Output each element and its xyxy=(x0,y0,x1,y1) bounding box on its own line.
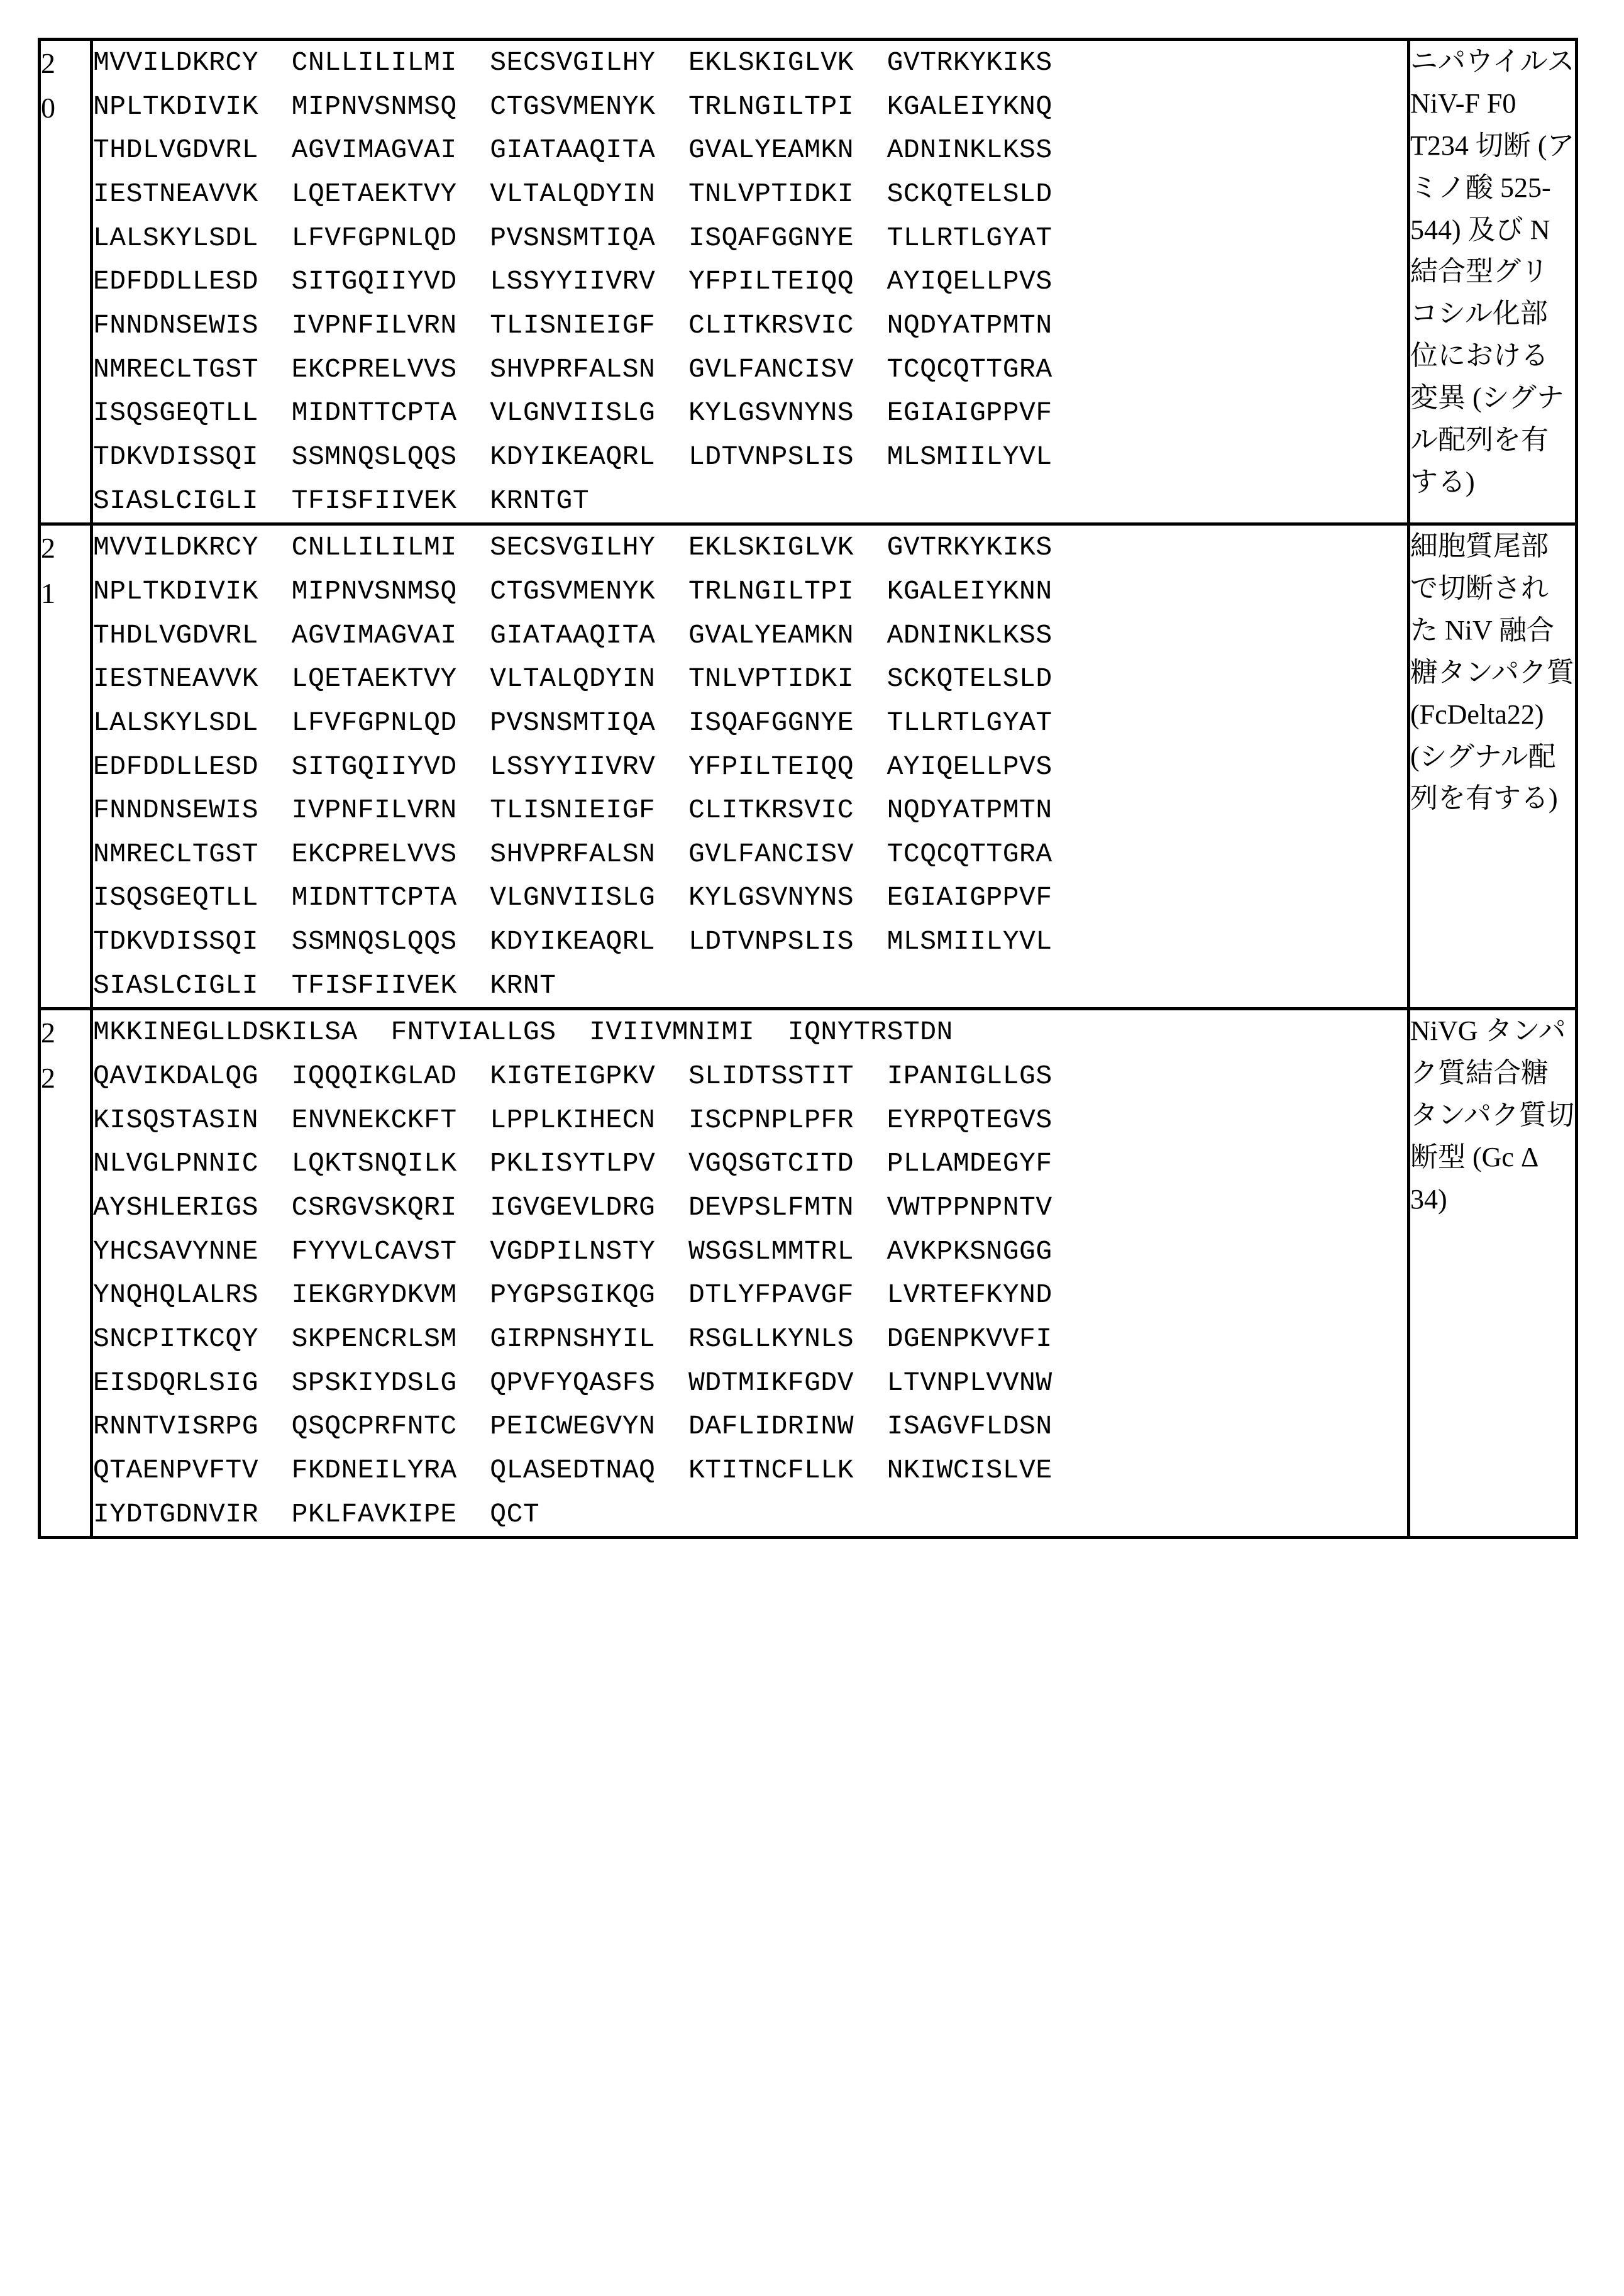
row-number-cell xyxy=(40,1009,92,1538)
row-number-digit: 2 xyxy=(41,1061,55,1094)
sequence-line: LALSKYLSDL LFVFGPNLQD PVSNSMTIQA ISQAFGGNYE TLLRTLGYAT xyxy=(93,707,1052,738)
sequence-line: IYDTGDNVIR PKLFAVKIPE QCT xyxy=(93,1498,540,1530)
sequence-line: FNNDNSEWIS IVPNFILVRN TLISNIEIGF CLITKRSVIC NQDYATPMTN xyxy=(93,795,1052,826)
sequence-line: NPLTKDIVIK MIPNVSNMSQ CTGSVMENYK TRLNGILTPI KGALEIYKNQ xyxy=(93,91,1052,122)
sequence-line: MVVILDKRCY CNLLILILMI SECSVGILHY EKLSKIGLVK GVTRKYKIKS xyxy=(93,47,1052,78)
sequence-cell xyxy=(92,40,1409,524)
description-cell xyxy=(1409,1009,1577,1538)
description-text: ニパウイルス NiV-F F0 T234 切断 (アミノ酸 525-544) 及び N 結合型グリコシル化部位における変異 (シグナル配列を有する) xyxy=(1410,46,1575,497)
sequence-line: NPLTKDIVIK MIPNVSNMSQ CTGSVMENYK TRLNGILTPI KGALEIYKNN xyxy=(93,575,1052,607)
description-cell xyxy=(1409,40,1577,524)
sequence-line: THDLVGDVRL AGVIMAGVAI GIATAAQITA GVALYEAMKN ADNINKLKSS xyxy=(93,619,1052,651)
row-number-digit: 2 xyxy=(41,532,55,565)
sequence-line: TDKVDISSQI SSMNQSLQQS KDYIKEAQRL LDTVNPSLIS MLSMIILYVL xyxy=(93,441,1052,472)
sequence-line: IESTNEAVVK LQETAEKTVY VLTALQDYIN TNLVPTIDKI SCKQTELSLD xyxy=(93,178,1052,209)
sequence-line: KISQSTASIN ENVNEKCKFT LPPLKIHECN ISCPNPLPFR EYRPQTEGVS xyxy=(93,1104,1052,1135)
sequence-line: FNNDNSEWIS IVPNFILVRN TLISNIEIGF CLITKRSVIC NQDYATPMTN xyxy=(93,309,1052,341)
sequence-line: AYSHLERIGS CSRGVSKQRI IGVGEVLDRG DEVPSLFMTN VWTPPNPNTV xyxy=(93,1192,1052,1223)
sequence-line: SIASLCIGLI TFISFIIVEK KRNT xyxy=(93,969,556,1001)
sequence-line: ISQSGEQTLL MIDNTTCPTA VLGNVIISLG KYLGSVNYNS EGIAIGPPVF xyxy=(93,882,1052,913)
sequence-table xyxy=(38,38,1578,1539)
sequence-line: MKKINEGLLDSKILSA FNTVIALLGS IVIIVMNIMI IQNYTRSTDN xyxy=(93,1017,953,1048)
sequence-line: TDKVDISSQI SSMNQSLQQS KDYIKEAQRL LDTVNPSLIS MLSMIILYVL xyxy=(93,926,1052,958)
sequence-line: MVVILDKRCY CNLLILILMI SECSVGILHY EKLSKIGLVK GVTRKYKIKS xyxy=(93,532,1052,563)
row-number-digit: 2 xyxy=(41,1017,55,1049)
sequence-line: YHCSAVYNNE FYYVLCAVST VGDPILNSTY WSGSLMMTRL AVKPKSNGGG xyxy=(93,1235,1052,1267)
row-number-cell xyxy=(40,40,92,524)
sequence-line: YNQHQLALRS IEKGRYDKVM PYGPSGIKQG DTLYFPAVGF LVRTEFKYND xyxy=(93,1279,1052,1311)
table-row xyxy=(40,40,1577,524)
sequence-cell xyxy=(92,1009,1409,1538)
sequence-line: EDFDDLLESD SITGQIIYVD LSSYYIIVRV YFPILTEIQQ AYIQELLPVS xyxy=(93,266,1052,297)
sequence-line: NMRECLTGST EKCPRELVVS SHVPRFALSN GVLFANCISV TCQCQTTGRA xyxy=(93,353,1052,385)
description-text: NiVG タンパク質結合糖タンパク質切断型 (Gc Δ 34) xyxy=(1410,1015,1574,1215)
sequence-table-body xyxy=(40,40,1577,1538)
table-row xyxy=(40,1009,1577,1538)
row-number-cell xyxy=(40,524,92,1009)
sequence-line: RNNTVISRPG QSQCPRFNTC PEICWEGVYN DAFLIDRINW ISAGVFLDSN xyxy=(93,1411,1052,1442)
sequence-line: NLVGLPNNIC LQKTSNQILK PKLISYTLPV VGQSGTCITD PLLAMDEGYF xyxy=(93,1148,1052,1179)
description-text: 細胞質尾部で切断された NiV 融合糖タンパク質 (FcDelta22) (シグナル配列を有する) xyxy=(1410,531,1574,814)
description-cell xyxy=(1409,524,1577,1009)
table-row xyxy=(40,524,1577,1009)
sequence-line: EDFDDLLESD SITGQIIYVD LSSYYIIVRV YFPILTEIQQ AYIQELLPVS xyxy=(93,751,1052,782)
sequence-line: SIASLCIGLI TFISFIIVEK KRNTGT xyxy=(93,485,590,516)
sequence-line: EISDQRLSIG SPSKIYDSLG QPVFYQASFS WDTMIKFGDV LTVNPLVVNW xyxy=(93,1367,1052,1398)
row-number-digit: 2 xyxy=(41,47,55,79)
sequence-line: IESTNEAVVK LQETAEKTVY VLTALQDYIN TNLVPTIDKI SCKQTELSLD xyxy=(93,663,1052,695)
sequence-line: SNCPITKCQY SKPENCRLSM GIRPNSHYIL RSGLLKYNLS DGENPKVVFI xyxy=(93,1323,1052,1355)
sequence-line: LALSKYLSDL LFVFGPNLQD PVSNSMTIQA ISQAFGGNYE TLLRTLGYAT xyxy=(93,222,1052,253)
row-number-digit: 1 xyxy=(41,577,55,609)
sequence-line: ISQSGEQTLL MIDNTTCPTA VLGNVIISLG KYLGSVNYNS EGIAIGPPVF xyxy=(93,397,1052,429)
sequence-line: QTAENPVFTV FKDNEILYRA QLASEDTNAQ KTITNCFLLK NKIWCISLVE xyxy=(93,1455,1052,1486)
sequence-cell xyxy=(92,524,1409,1009)
sequence-line: THDLVGDVRL AGVIMAGVAI GIATAAQITA GVALYEAMKN ADNINKLKSS xyxy=(93,135,1052,166)
row-number-digit: 0 xyxy=(41,92,55,124)
sequence-line: NMRECLTGST EKCPRELVVS SHVPRFALSN GVLFANCISV TCQCQTTGRA xyxy=(93,838,1052,869)
sequence-line: QAVIKDALQG IQQQIKGLAD KIGTEIGPKV SLIDTSSTIT IPANIGLLGS xyxy=(93,1061,1052,1092)
